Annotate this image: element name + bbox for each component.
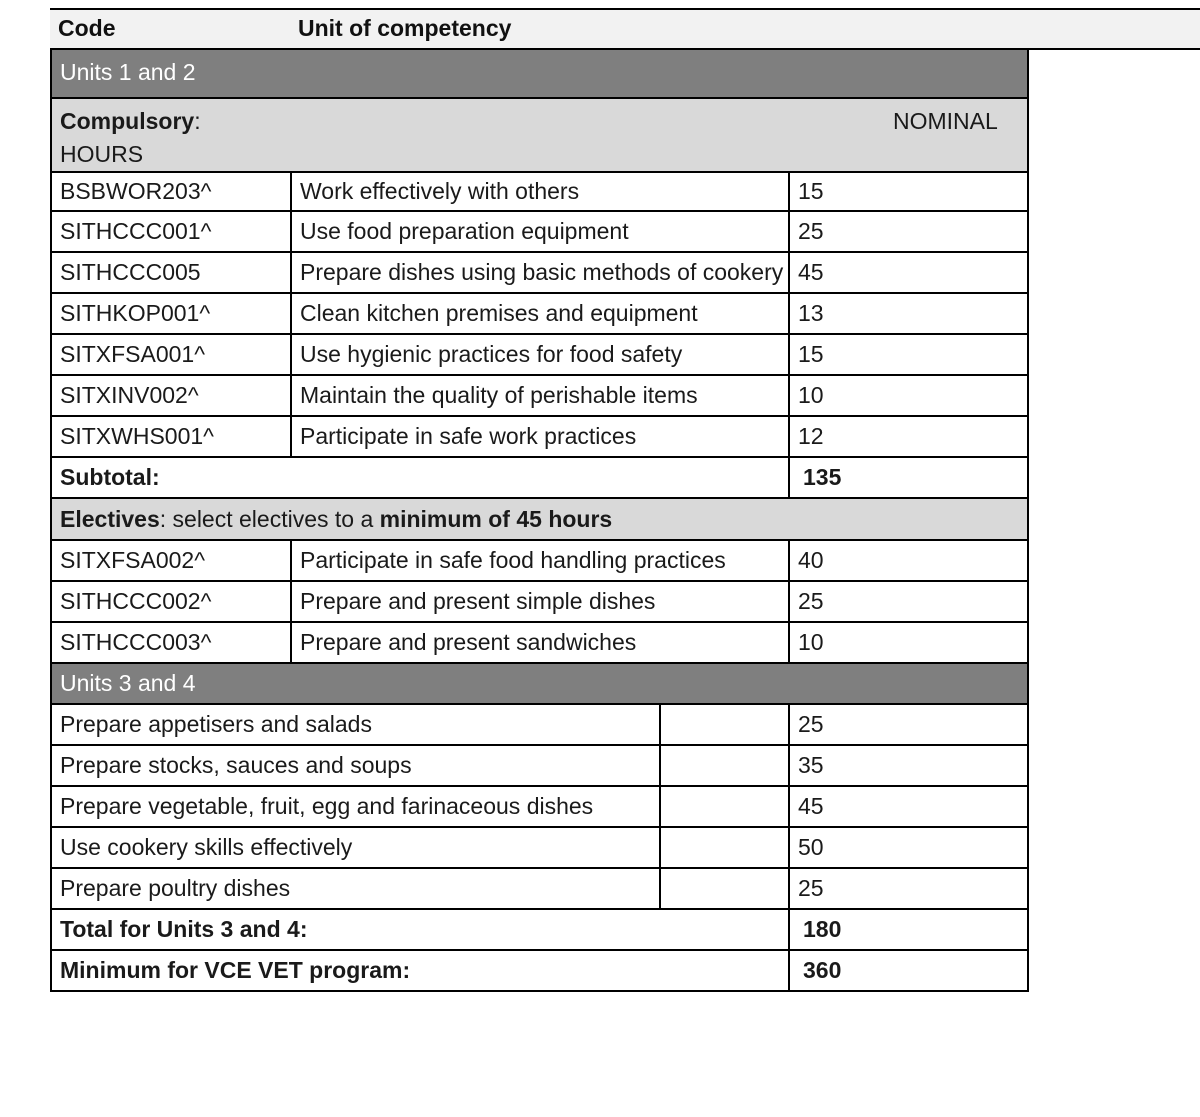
unit-name: Use hygienic practices for food safety: [292, 335, 790, 374]
unit-name: Use food preparation equipment: [292, 212, 790, 251]
total-row: [50, 910, 1029, 951]
empty-cell: [661, 746, 790, 785]
unit-hours: 25: [798, 711, 824, 737]
total-value: 180: [803, 916, 842, 942]
unit-name: Prepare poultry dishes: [52, 869, 661, 908]
unit-hours: 10: [798, 382, 824, 408]
compulsory-row: [50, 99, 1029, 171]
unit-hours: 25: [798, 218, 824, 244]
hours-label: HOURS: [60, 141, 144, 167]
unit-hours: 45: [798, 793, 824, 819]
unit-name: Participate in safe work practices: [292, 417, 790, 456]
minimum-label: Minimum for VCE VET program:: [52, 951, 790, 990]
unit-name: Prepare dishes using basic methods of cookery: [292, 253, 790, 292]
compulsory-colon: :: [194, 108, 201, 134]
unit-hours: 25: [798, 588, 824, 614]
table-row: [50, 705, 1029, 746]
table-row: [50, 541, 1029, 582]
empty-cell: [661, 705, 790, 744]
compulsory-word: Compulsory: [60, 108, 195, 134]
empty-cell: [661, 828, 790, 867]
units-3-4-rows: [50, 705, 1029, 910]
unit-hours: 10: [798, 629, 824, 655]
elective-units: [50, 541, 1029, 664]
subtotal-row: [50, 458, 1029, 499]
header-unit: Unit of competency: [298, 14, 512, 41]
unit-code: BSBWOR203^: [52, 173, 292, 210]
unit-name: Prepare and present simple dishes: [292, 582, 790, 621]
unit-code: SITHKOP001^: [52, 294, 292, 333]
unit-hours: 13: [798, 300, 824, 326]
unit-name: Prepare stocks, sauces and soups: [52, 746, 661, 785]
table-row: [50, 212, 1029, 253]
table-row: [50, 253, 1029, 294]
table-row: [50, 787, 1029, 828]
electives-row: [50, 499, 1029, 541]
table-row: [50, 294, 1029, 335]
nominal-label: NOMINAL: [893, 108, 998, 134]
unit-hours: 45: [798, 259, 824, 285]
section-units-1-2: [50, 48, 1029, 99]
unit-code: SITXFSA001^: [52, 335, 292, 374]
unit-name: Prepare vegetable, fruit, egg and farinaceous dishes: [52, 787, 661, 826]
table-row: [50, 623, 1029, 664]
subtotal-label: Subtotal:: [52, 458, 790, 497]
section-title: Units 1 and 2: [60, 59, 196, 85]
unit-code: SITHCCC005: [52, 253, 292, 292]
table-header-row: [50, 8, 1029, 48]
minimum-row: [50, 951, 1029, 992]
header-code: Code: [58, 14, 116, 41]
table-row: [50, 376, 1029, 417]
unit-name: Clean kitchen premises and equipment: [292, 294, 790, 333]
unit-code: SITXINV002^: [52, 376, 292, 415]
table-row: [50, 335, 1029, 376]
electives-mid: : select electives to a: [159, 505, 380, 532]
unit-name: Use cookery skills effectively: [52, 828, 661, 867]
unit-hours: 15: [798, 178, 824, 204]
unit-code: SITHCCC003^: [52, 623, 292, 662]
total-label: Total for Units 3 and 4:: [52, 910, 790, 949]
minimum-value: 360: [803, 957, 842, 983]
unit-name: Participate in safe food handling practices: [292, 541, 790, 580]
section-title: Units 3 and 4: [60, 670, 196, 696]
electives-minimum: minimum of 45 hours: [379, 505, 613, 532]
unit-code: SITHCCC002^: [52, 582, 292, 621]
unit-name: Prepare and present sandwiches: [292, 623, 790, 662]
unit-name: Maintain the quality of perishable items: [292, 376, 790, 415]
unit-hours: 12: [798, 423, 824, 449]
unit-code: SITHCCC001^: [52, 212, 292, 251]
unit-hours: 25: [798, 875, 824, 901]
empty-cell: [661, 869, 790, 908]
electives-label: Electives: [60, 505, 160, 532]
table-row: [50, 582, 1029, 623]
unit-hours: 50: [798, 834, 824, 860]
unit-name: Prepare appetisers and salads: [52, 705, 661, 744]
section-units-3-4: [50, 664, 1029, 705]
subtotal-value: 135: [803, 464, 842, 490]
unit-hours: 35: [798, 752, 824, 778]
table-row: [50, 869, 1029, 910]
empty-cell: [661, 787, 790, 826]
compulsory-units: [50, 171, 1029, 458]
unit-name: Work effectively with others: [292, 173, 790, 210]
compulsory-label: [60, 105, 201, 171]
table-row: [50, 171, 1029, 212]
electives-text: [52, 499, 612, 539]
unit-hours: 40: [798, 547, 824, 573]
table-row: [50, 746, 1029, 787]
competency-table: [50, 8, 1029, 992]
unit-code: SITXFSA002^: [52, 541, 292, 580]
unit-code: SITXWHS001^: [52, 417, 292, 456]
unit-hours: 15: [798, 341, 824, 367]
table-row: [50, 417, 1029, 458]
table-row: [50, 828, 1029, 869]
